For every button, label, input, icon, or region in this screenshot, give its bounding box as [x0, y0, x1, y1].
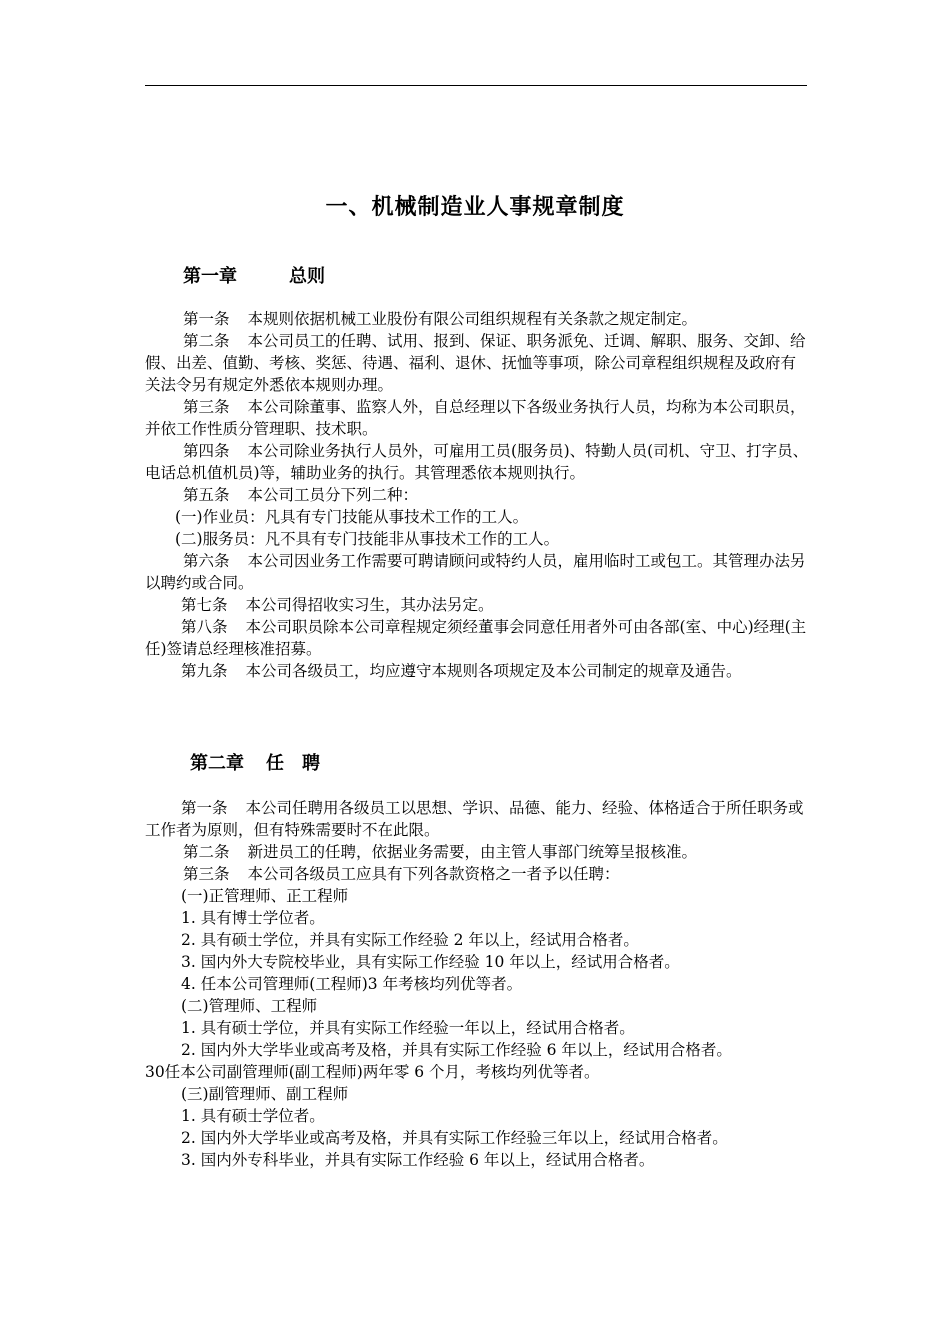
chapter-1-name: 总则	[289, 266, 325, 287]
list-item: 1. 具有硕士学位，并具有实际工作经验一年以上，经试用合格者。	[181, 1019, 635, 1037]
chapter-2-heading	[190, 749, 320, 775]
article: 第三条 本公司各级员工应具有下列各款资格之一者予以任聘：	[183, 865, 620, 883]
list-item: (三)副管理师、副工程师	[181, 1085, 349, 1103]
list-item: 2. 国内外大学毕业或高考及格，并具有实际工作经验 6 年以上，经试用合格者。	[181, 1041, 732, 1059]
list-item: (一)作业员：凡具有专门技能从事技术工作的工人。	[175, 508, 529, 526]
list-item: (一)正管理师、正工程师	[181, 887, 349, 905]
list-item: 1. 具有硕士学位者。	[181, 1107, 325, 1125]
chapter-2-body	[145, 797, 810, 1171]
article: 第八条 本公司职员除本公司章程规定须经董事会同意任用者外可由各部(室、中心)经理(主任)签请总经理核准招募。	[145, 618, 807, 658]
chapter-1-body	[145, 308, 810, 682]
article: 第九条 本公司各级员工，均应遵守本规则各项规定及本公司制定的规章及通告。	[181, 662, 742, 680]
article: 第二条 本公司员工的任聘、试用、报到、保证、职务派免、迁调、解职、服务、交卸、给假、出差、值勤、考核、奖惩、待遇、福利、退休、抚恤等事项，除公司章程组织规程及政府有关法令另有规定外悉依本规则办理。	[145, 332, 806, 394]
chapter-1-label: 第一章	[183, 266, 237, 287]
article: 第六条 本公司因业务工作需要可聘请顾问或特约人员，雇用临时工或包工。其管理办法另以聘约或合同。	[145, 552, 806, 592]
article: 第三条 本公司除董事、监察人外，自总经理以下各级业务执行人员，均称为本公司职员，并依工作性质分管理职、技术职。	[145, 398, 806, 438]
article: 第一条 本公司任聘用各级员工以思想、学识、品德、能力、经验、体格适合于所任职务或工作者为原则，但有特殊需要时不在此限。	[145, 799, 804, 839]
chapter-1-heading	[183, 262, 325, 288]
list-item: (二)管理师、工程师	[181, 997, 318, 1015]
list-item: 3. 国内外大专院校毕业，具有实际工作经验 10 年以上，经试用合格者。	[181, 953, 680, 971]
chapter-2-name: 任 聘	[266, 753, 320, 774]
document-title: 一、机械制造业人事规章制度	[325, 195, 625, 220]
article: 第一条 本规则依据机械工业股份有限公司组织规程有关条款之规定制定。	[183, 310, 698, 328]
list-item: 2. 国内外大学毕业或高考及格，并具有实际工作经验三年以上，经试用合格者。	[181, 1129, 728, 1147]
article: 第二条 新进员工的任聘，依据业务需要，由主管人事部门统筹呈报核准。	[183, 843, 698, 861]
header-rule	[145, 85, 807, 86]
list-item: 3. 国内外专科毕业，并具有实际工作经验 6 年以上，经试用合格者。	[181, 1151, 655, 1169]
article: 第七条 本公司得招收实习生，其办法另定。	[181, 596, 494, 614]
article: 第五条 本公司工员分下列二种：	[183, 486, 419, 504]
list-item: (二)服务员：凡不具有专门技能非从事技术工作的工人。	[175, 530, 560, 548]
list-item: 4. 任本公司管理师(工程师)3 年考核均列优等者。	[181, 975, 523, 993]
list-item: 30任本公司副管理师(副工程师)两年零 6 个月，考核均列优等者。	[145, 1063, 600, 1081]
list-item: 1. 具有博士学位者。	[181, 909, 325, 927]
chapter-2-label: 第二章	[190, 753, 244, 774]
list-item: 2. 具有硕士学位，并具有实际工作经验 2 年以上，经试用合格者。	[181, 931, 639, 949]
article: 第四条 本公司除业务执行人员外，可雇用工员(服务员)、特勤人员(司机、守卫、打字员、电话总机值机员)等，辅助业务的执行。其管理悉依本规则执行。	[145, 442, 809, 482]
